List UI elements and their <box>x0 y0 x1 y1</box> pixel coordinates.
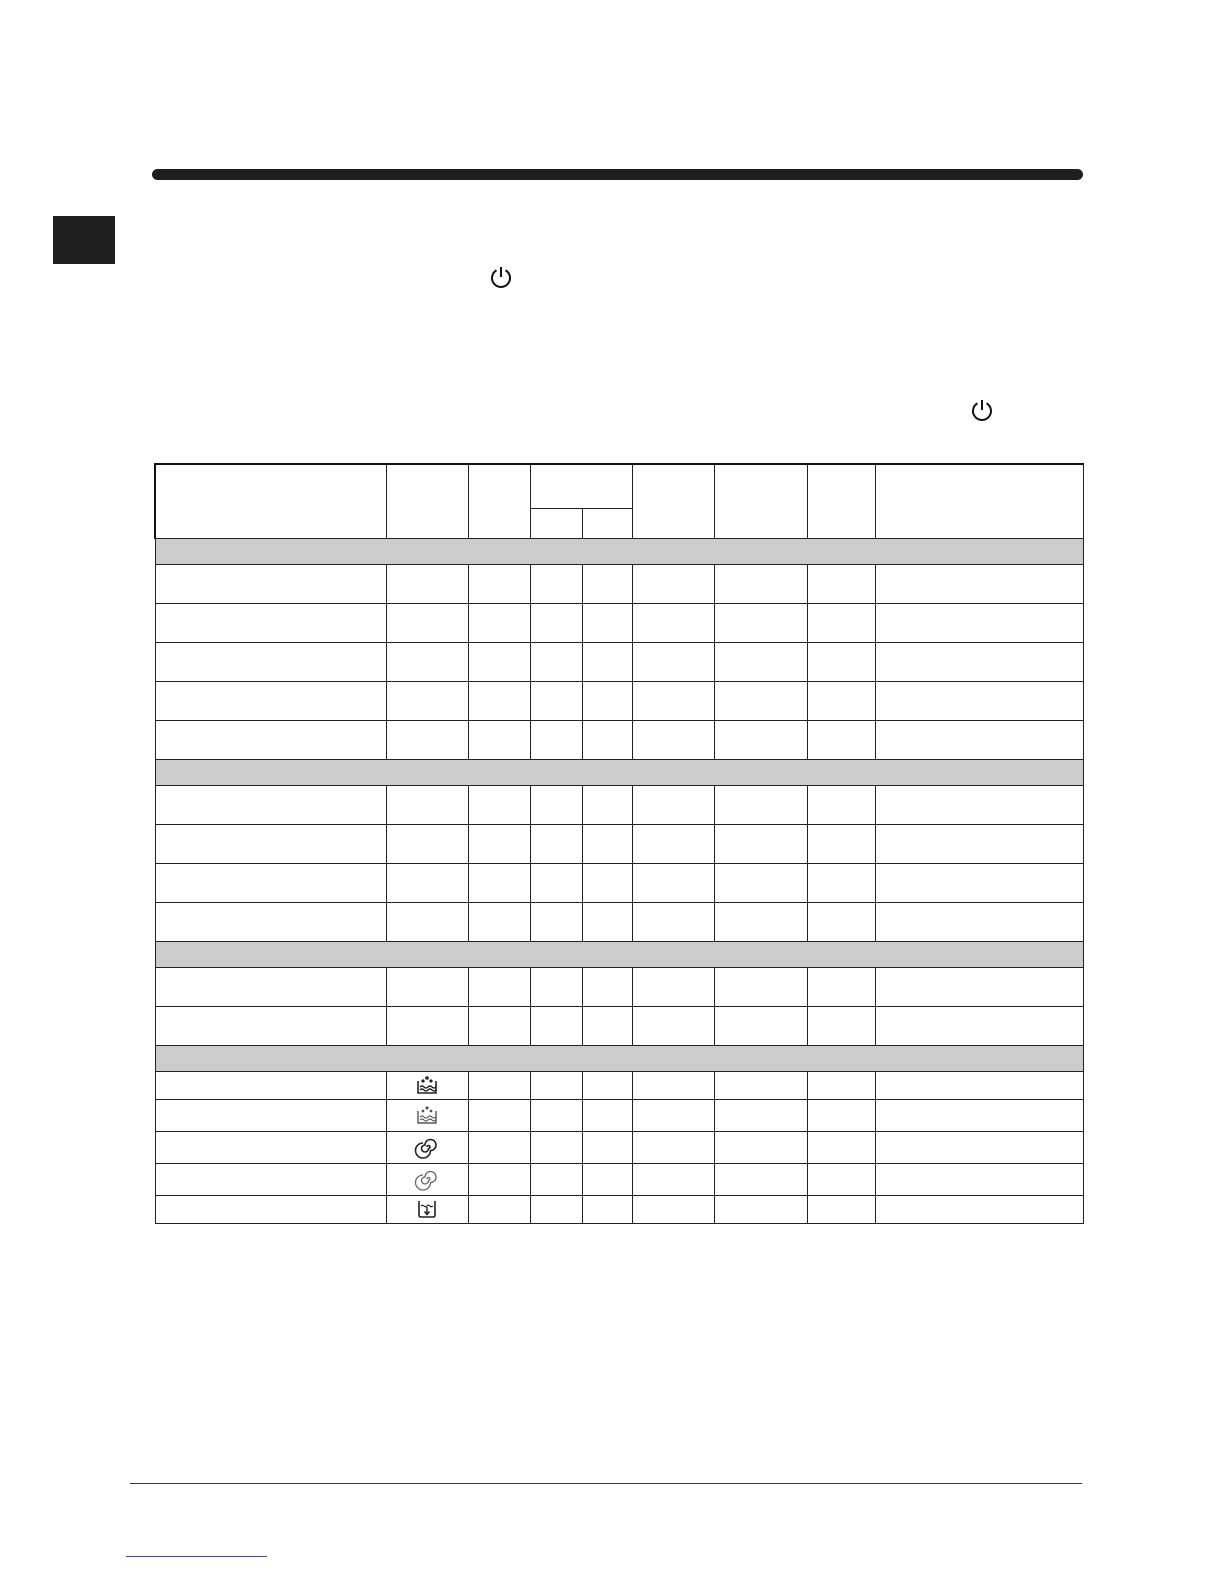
table-cell <box>530 1195 582 1223</box>
table-cell <box>468 681 530 720</box>
table-cell <box>386 1163 468 1195</box>
language-tab <box>53 216 115 264</box>
section-row <box>155 941 1083 967</box>
header-cell <box>632 464 714 538</box>
table-cell <box>530 1131 582 1163</box>
table-cell <box>875 564 1083 603</box>
table-cell <box>155 603 386 642</box>
table-cell <box>155 1099 386 1131</box>
table-cell <box>714 720 807 759</box>
table-cell <box>714 1163 807 1195</box>
table-cell <box>468 720 530 759</box>
table-cell <box>468 785 530 824</box>
table-cell <box>468 603 530 642</box>
table-cell <box>714 681 807 720</box>
table-cell <box>875 902 1083 941</box>
section-cell <box>155 941 1083 967</box>
table-row <box>155 1071 1083 1099</box>
table-cell <box>386 1071 468 1099</box>
header-cell <box>807 464 875 538</box>
table-cell <box>632 1006 714 1045</box>
table-cell <box>632 785 714 824</box>
table-cell <box>530 564 582 603</box>
drain-icon <box>414 1197 440 1221</box>
table-cell <box>155 720 386 759</box>
header-subcell <box>582 508 632 538</box>
header-cell <box>530 464 632 508</box>
table-cell <box>807 1163 875 1195</box>
table-cell <box>807 824 875 863</box>
table-cell <box>386 1195 468 1223</box>
table-cell <box>632 967 714 1006</box>
table-cell <box>155 1131 386 1163</box>
table-cell <box>714 603 807 642</box>
top-rule <box>152 169 1083 180</box>
table-cell <box>582 681 632 720</box>
table-cell <box>875 642 1083 681</box>
table-cell <box>875 863 1083 902</box>
table-cell <box>582 1131 632 1163</box>
table-cell <box>632 1099 714 1131</box>
table-cell <box>807 564 875 603</box>
table-cell <box>468 564 530 603</box>
table-cell <box>155 863 386 902</box>
table-cell <box>468 1195 530 1223</box>
table-cell <box>468 967 530 1006</box>
table-row <box>155 603 1083 642</box>
table-cell <box>386 785 468 824</box>
table-cell <box>468 902 530 941</box>
table-cell <box>155 564 386 603</box>
table-cell <box>582 967 632 1006</box>
table-row <box>155 720 1083 759</box>
table-cell <box>632 720 714 759</box>
table-cell <box>386 967 468 1006</box>
table-cell <box>875 681 1083 720</box>
table-cell <box>714 642 807 681</box>
section-row <box>155 538 1083 564</box>
table-cell <box>386 1006 468 1045</box>
table-cell <box>807 1071 875 1099</box>
table-cell <box>468 1099 530 1131</box>
power-icon <box>488 264 514 290</box>
table-cell <box>875 967 1083 1006</box>
rinse-icon <box>414 1073 440 1097</box>
table-cell <box>530 1006 582 1045</box>
table-cell <box>582 902 632 941</box>
table-cell <box>155 681 386 720</box>
table-cell <box>530 681 582 720</box>
table-cell <box>714 564 807 603</box>
table-cell <box>875 1131 1083 1163</box>
bottom-rule <box>130 1483 1082 1484</box>
table-cell <box>807 1006 875 1045</box>
table-cell <box>807 785 875 824</box>
spin-icon <box>414 1135 440 1159</box>
table-cell <box>582 785 632 824</box>
table-cell <box>155 1071 386 1099</box>
section-cell <box>155 1045 1083 1071</box>
table-cell <box>807 967 875 1006</box>
table-cell <box>714 1071 807 1099</box>
table-cell <box>468 1071 530 1099</box>
table-cell <box>807 1195 875 1223</box>
header-cell <box>155 464 386 538</box>
table-row <box>155 1131 1083 1163</box>
section-row <box>155 759 1083 785</box>
table-cell <box>632 902 714 941</box>
table-cell <box>807 720 875 759</box>
table-cell <box>582 720 632 759</box>
table-cell <box>155 785 386 824</box>
table-cell <box>875 603 1083 642</box>
header-subcell <box>530 508 582 538</box>
table-cell <box>582 564 632 603</box>
table-cell <box>582 1195 632 1223</box>
table-cell <box>468 1006 530 1045</box>
table-row <box>155 681 1083 720</box>
table-cell <box>155 902 386 941</box>
section-cell <box>155 759 1083 785</box>
table-cell <box>530 902 582 941</box>
table-row <box>155 967 1083 1006</box>
table-cell <box>632 603 714 642</box>
table-cell <box>386 902 468 941</box>
section-row <box>155 1045 1083 1071</box>
table-cell <box>875 720 1083 759</box>
table-cell <box>632 863 714 902</box>
table-cell <box>632 824 714 863</box>
table-cell <box>632 681 714 720</box>
table-cell <box>875 1163 1083 1195</box>
table-row <box>155 1195 1083 1223</box>
table-cell <box>875 1006 1083 1045</box>
table-cell <box>530 642 582 681</box>
table-cell <box>468 1131 530 1163</box>
section-cell <box>155 538 1083 564</box>
table-cell <box>386 720 468 759</box>
table-cell <box>807 681 875 720</box>
table-cell <box>632 564 714 603</box>
table-cell <box>632 1195 714 1223</box>
table-cell <box>807 603 875 642</box>
table-cell <box>582 1163 632 1195</box>
table-row <box>155 642 1083 681</box>
table-cell <box>582 1006 632 1045</box>
table-cell <box>530 785 582 824</box>
table-cell <box>582 863 632 902</box>
table-cell <box>632 1131 714 1163</box>
header-cell <box>468 464 530 538</box>
spin-delicate-icon <box>414 1167 440 1191</box>
table-cell <box>714 967 807 1006</box>
table-cell <box>582 1099 632 1131</box>
table-cell <box>530 1163 582 1195</box>
table-cell <box>582 603 632 642</box>
table-row <box>155 824 1083 863</box>
table-row <box>155 902 1083 941</box>
table-cell <box>155 1006 386 1045</box>
table-cell <box>632 1071 714 1099</box>
table-row <box>155 1163 1083 1195</box>
table-cell <box>875 1195 1083 1223</box>
table-cell <box>155 1195 386 1223</box>
table-cell <box>875 824 1083 863</box>
table-cell <box>155 824 386 863</box>
table-cell <box>155 642 386 681</box>
table-cell <box>714 863 807 902</box>
table-cell <box>582 642 632 681</box>
table-cell <box>386 603 468 642</box>
table-cell <box>875 785 1083 824</box>
table-cell <box>875 1099 1083 1131</box>
table-cell <box>530 603 582 642</box>
power-icon <box>969 397 995 423</box>
table-cell <box>530 1099 582 1131</box>
table-row <box>155 1006 1083 1045</box>
table-cell <box>582 824 632 863</box>
table-cell <box>386 681 468 720</box>
header-cell <box>875 464 1083 538</box>
table-cell <box>386 1131 468 1163</box>
table-cell <box>386 642 468 681</box>
table-cell <box>714 824 807 863</box>
table-cell <box>807 863 875 902</box>
table-cell <box>468 1163 530 1195</box>
table-row <box>155 564 1083 603</box>
table-cell <box>530 824 582 863</box>
table-cell <box>807 1099 875 1131</box>
table-cell <box>714 1131 807 1163</box>
table-cell <box>468 863 530 902</box>
table-cell <box>714 1195 807 1223</box>
footer-link-underline <box>126 1556 267 1557</box>
table-cell <box>468 642 530 681</box>
table-cell <box>807 902 875 941</box>
table-cell <box>386 564 468 603</box>
table-cell <box>386 1099 468 1131</box>
header-cell <box>386 464 468 538</box>
table-cell <box>468 824 530 863</box>
table-cell <box>530 1071 582 1099</box>
rinse-delicate-icon <box>414 1103 440 1127</box>
table-cell <box>714 1099 807 1131</box>
table-cell <box>386 863 468 902</box>
header-cell <box>714 464 807 538</box>
table-cell <box>582 1071 632 1099</box>
table-row <box>155 785 1083 824</box>
programmes-table <box>154 463 1084 1224</box>
table-row <box>155 863 1083 902</box>
table-cell <box>530 967 582 1006</box>
table-cell <box>807 1131 875 1163</box>
table-cell <box>714 1006 807 1045</box>
table-cell <box>386 824 468 863</box>
table-header-row <box>155 464 1083 508</box>
table-cell <box>807 642 875 681</box>
table-cell <box>875 1071 1083 1099</box>
table-row <box>155 1099 1083 1131</box>
table-cell <box>155 967 386 1006</box>
table-cell <box>714 785 807 824</box>
table-cell <box>632 642 714 681</box>
table-cell <box>530 863 582 902</box>
table-cell <box>714 902 807 941</box>
table-cell <box>530 720 582 759</box>
table-cell <box>155 1163 386 1195</box>
table-cell <box>632 1163 714 1195</box>
